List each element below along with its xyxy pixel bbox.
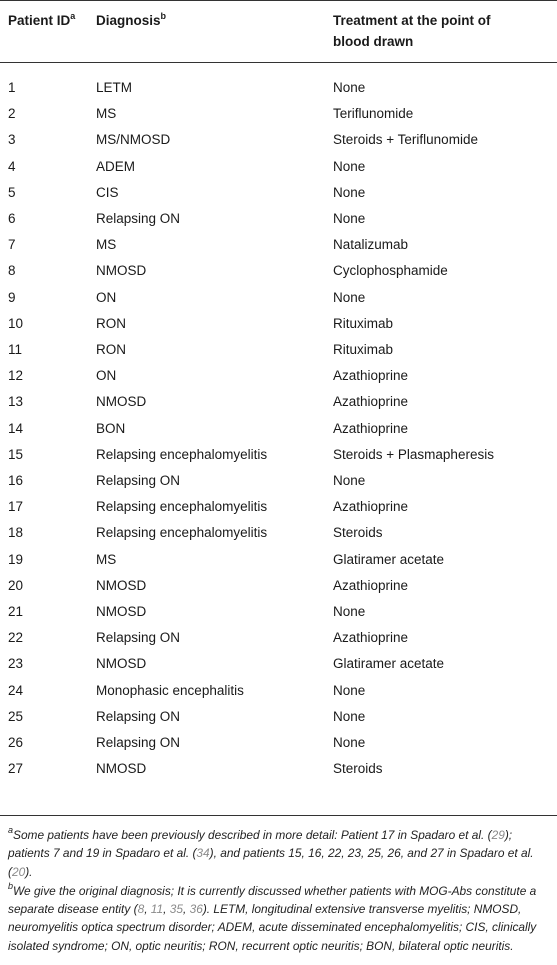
cell-diagnosis: Relapsing ON [96,708,181,724]
cell-treatment: Rituximab [333,315,394,331]
cell-patient-id: 7 [8,237,16,253]
table-row [0,730,557,756]
cell-diagnosis: NMOSD [96,761,147,777]
cell-diagnosis: Relapsing encephalomyelitis [96,446,268,462]
cell-treatment: None [333,80,366,95]
cell-patient-id: 1 [8,80,16,95]
table-row [0,678,557,704]
cell-diagnosis: RON [96,315,126,331]
footnote-a-marker: a [8,825,14,836]
cell-patient-id: 14 [8,420,24,436]
table-row [0,704,557,730]
table-row [0,101,557,127]
header-patient-id-note: a [70,10,76,21]
cell-diagnosis: ADEM [96,158,136,174]
footnote-a-ref-link[interactable]: 20 [11,864,26,879]
cell-treatment: Glatiramer acetate [333,551,445,567]
table-footnotes [8,826,553,956]
cell-diagnosis: Relapsing ON [96,473,181,488]
cell-patient-id: 25 [8,708,24,724]
table-row [0,625,557,651]
table-row [0,416,557,442]
cell-diagnosis: BON [96,420,126,436]
cell-patient-id: 21 [8,604,24,619]
cell-diagnosis: Relapsing encephalomyelitis [96,499,268,515]
footnote-b-ref-link[interactable]: 35 [169,902,183,917]
footnote-b-text: We give the original diagnosis; It is currently discussed whether patients with MOG-Abs constitute a separate disease entity ( [8,883,537,917]
cell-diagnosis: Relapsing ON [96,211,181,226]
cell-treatment: None [333,473,366,488]
table-row [0,337,557,363]
table-row [0,127,557,153]
cell-treatment: None [333,735,366,750]
cell-patient-id: 12 [8,368,24,384]
header-diagnosis-note: b [160,10,167,21]
cell-patient-id: 3 [8,132,16,148]
footnote-a-text: ), and patients 15, 16, 22, 23, 25, 26, and 27 in Spadaro et al. ( [8,846,534,879]
cell-treatment: Rituximab [333,342,394,357]
cell-patient-id: 19 [8,551,24,567]
footnote-b [8,882,553,955]
table-header-rule [0,62,557,63]
cell-treatment: Teriflunomide [333,106,414,122]
table-row [0,520,557,546]
cell-patient-id: 22 [8,630,24,646]
footnote-b-text: ). LETM, longitudinal extensive transverse myelitis; NMOSD, neuromyelitis optica spectrum disorder; ADEM, acute disseminated encephalomyelitis; CIS, clinically isolated syndrome; ON, optic neuritis; RON, recurrent optic neuritis; BON, bilateral optic neuritis. [8,902,537,953]
cell-patient-id: 24 [8,682,24,698]
table-row [0,651,557,677]
table-row [0,154,557,180]
table-row [0,206,557,232]
cell-diagnosis: Relapsing ON [96,630,181,646]
cell-diagnosis: Relapsing ON [96,735,181,750]
cell-treatment: Natalizumab [333,237,409,253]
table-row [0,599,557,625]
cell-patient-id: 26 [8,735,24,750]
table-row [0,389,557,415]
cell-treatment: Azathioprine [333,394,409,410]
footnote-b-ref-link[interactable]: 11 [150,902,164,917]
cell-patient-id: 20 [8,577,24,593]
cell-treatment: Steroids + Teriflunomide [333,132,478,148]
table-row [0,494,557,520]
table-row [0,311,557,337]
cell-diagnosis: NMOSD [96,656,147,672]
table-row [0,573,557,599]
cell-treatment: None [333,289,366,305]
header-diagnosis-text: Diagnosis [96,13,161,28]
cell-treatment: None [333,708,366,724]
footnote-a [8,826,553,881]
cell-diagnosis: LETM [96,80,133,95]
cell-diagnosis: MS [96,106,117,122]
cell-patient-id: 8 [8,263,16,279]
header-diagnosis [96,10,166,31]
cell-treatment: None [333,211,366,226]
cell-treatment: Azathioprine [333,499,409,515]
cell-patient-id: 11 [8,342,23,357]
cell-treatment: Steroids + Plasmapheresis [333,446,494,462]
cell-treatment: Azathioprine [333,630,409,646]
footnote-b-ref-link[interactable]: 36 [189,902,203,917]
footnote-b-ref-link[interactable]: 8 [137,902,145,917]
header-patient-id [8,10,75,31]
table-row [0,468,557,494]
cell-treatment: None [333,184,366,200]
table-row [0,547,557,573]
table-row [0,756,557,782]
footnote-b-marker: b [8,880,14,891]
cell-patient-id: 17 [8,499,24,515]
table-row [0,258,557,284]
table-bottom-rule [0,815,557,816]
cell-diagnosis: NMOSD [96,394,147,410]
footnote-b-separator: , [182,902,190,917]
cell-patient-id: 18 [8,525,24,541]
cell-patient-id: 9 [8,289,16,305]
cell-treatment: Azathioprine [333,577,409,593]
cell-patient-id: 2 [8,106,16,122]
table-row [0,75,557,101]
cell-patient-id: 23 [8,656,24,672]
footnote-b-separator: , [163,902,170,917]
footnote-a-ref-link[interactable]: 34 [196,846,210,861]
cell-diagnosis: CIS [96,184,119,200]
cell-diagnosis: Relapsing encephalomyelitis [96,525,268,541]
cell-patient-id: 16 [8,473,24,488]
header-patient-id-text: Patient ID [8,13,71,28]
table-row [0,442,557,468]
footnote-a-text: ). [25,864,33,879]
cell-patient-id: 10 [8,315,24,331]
cell-diagnosis: Monophasic encephalitis [96,682,244,698]
header-treatment-line2: blood drawn [333,34,414,49]
cell-patient-id: 5 [8,184,16,200]
cell-patient-id: 4 [8,158,16,174]
header-treatment [333,10,491,52]
footnote-a-text: ); patients 7 and 19 in Spadaro et al. ( [8,828,513,861]
cell-treatment: Glatiramer acetate [333,656,445,672]
cell-patient-id: 27 [8,761,24,777]
cell-treatment: Azathioprine [333,368,409,384]
cell-treatment: Azathioprine [333,420,409,436]
cell-patient-id: 6 [8,211,16,226]
footnote-b-separator: , [144,902,151,917]
cell-treatment: Steroids [333,761,383,777]
table-top-rule [0,0,557,1]
cell-diagnosis: NMOSD [96,263,147,279]
table-row [0,180,557,206]
cell-treatment: None [333,604,366,619]
cell-diagnosis: MS/NMOSD [96,132,171,148]
header-treatment-line1: Treatment at the point of [333,13,491,28]
cell-treatment: None [333,682,366,698]
footnote-a-text: Some patients have been previously described in more detail: Patient 17 in Spadaro et al. ( [13,828,492,842]
cell-diagnosis: ON [96,368,117,384]
table-row [0,285,557,311]
cell-patient-id: 15 [8,446,24,462]
cell-diagnosis: MS [96,551,117,567]
cell-diagnosis: NMOSD [96,604,147,619]
cell-diagnosis: ON [96,289,117,305]
footnote-a-ref-link[interactable]: 29 [491,828,505,842]
cell-treatment: Cyclophosphamide [333,263,448,279]
cell-diagnosis: NMOSD [96,577,147,593]
cell-patient-id: 13 [8,394,24,410]
cell-treatment: Steroids [333,525,383,541]
table-row [0,232,557,258]
cell-diagnosis: RON [96,342,126,357]
table-row [0,363,557,389]
cell-treatment: None [333,158,366,174]
cell-diagnosis: MS [96,237,117,253]
